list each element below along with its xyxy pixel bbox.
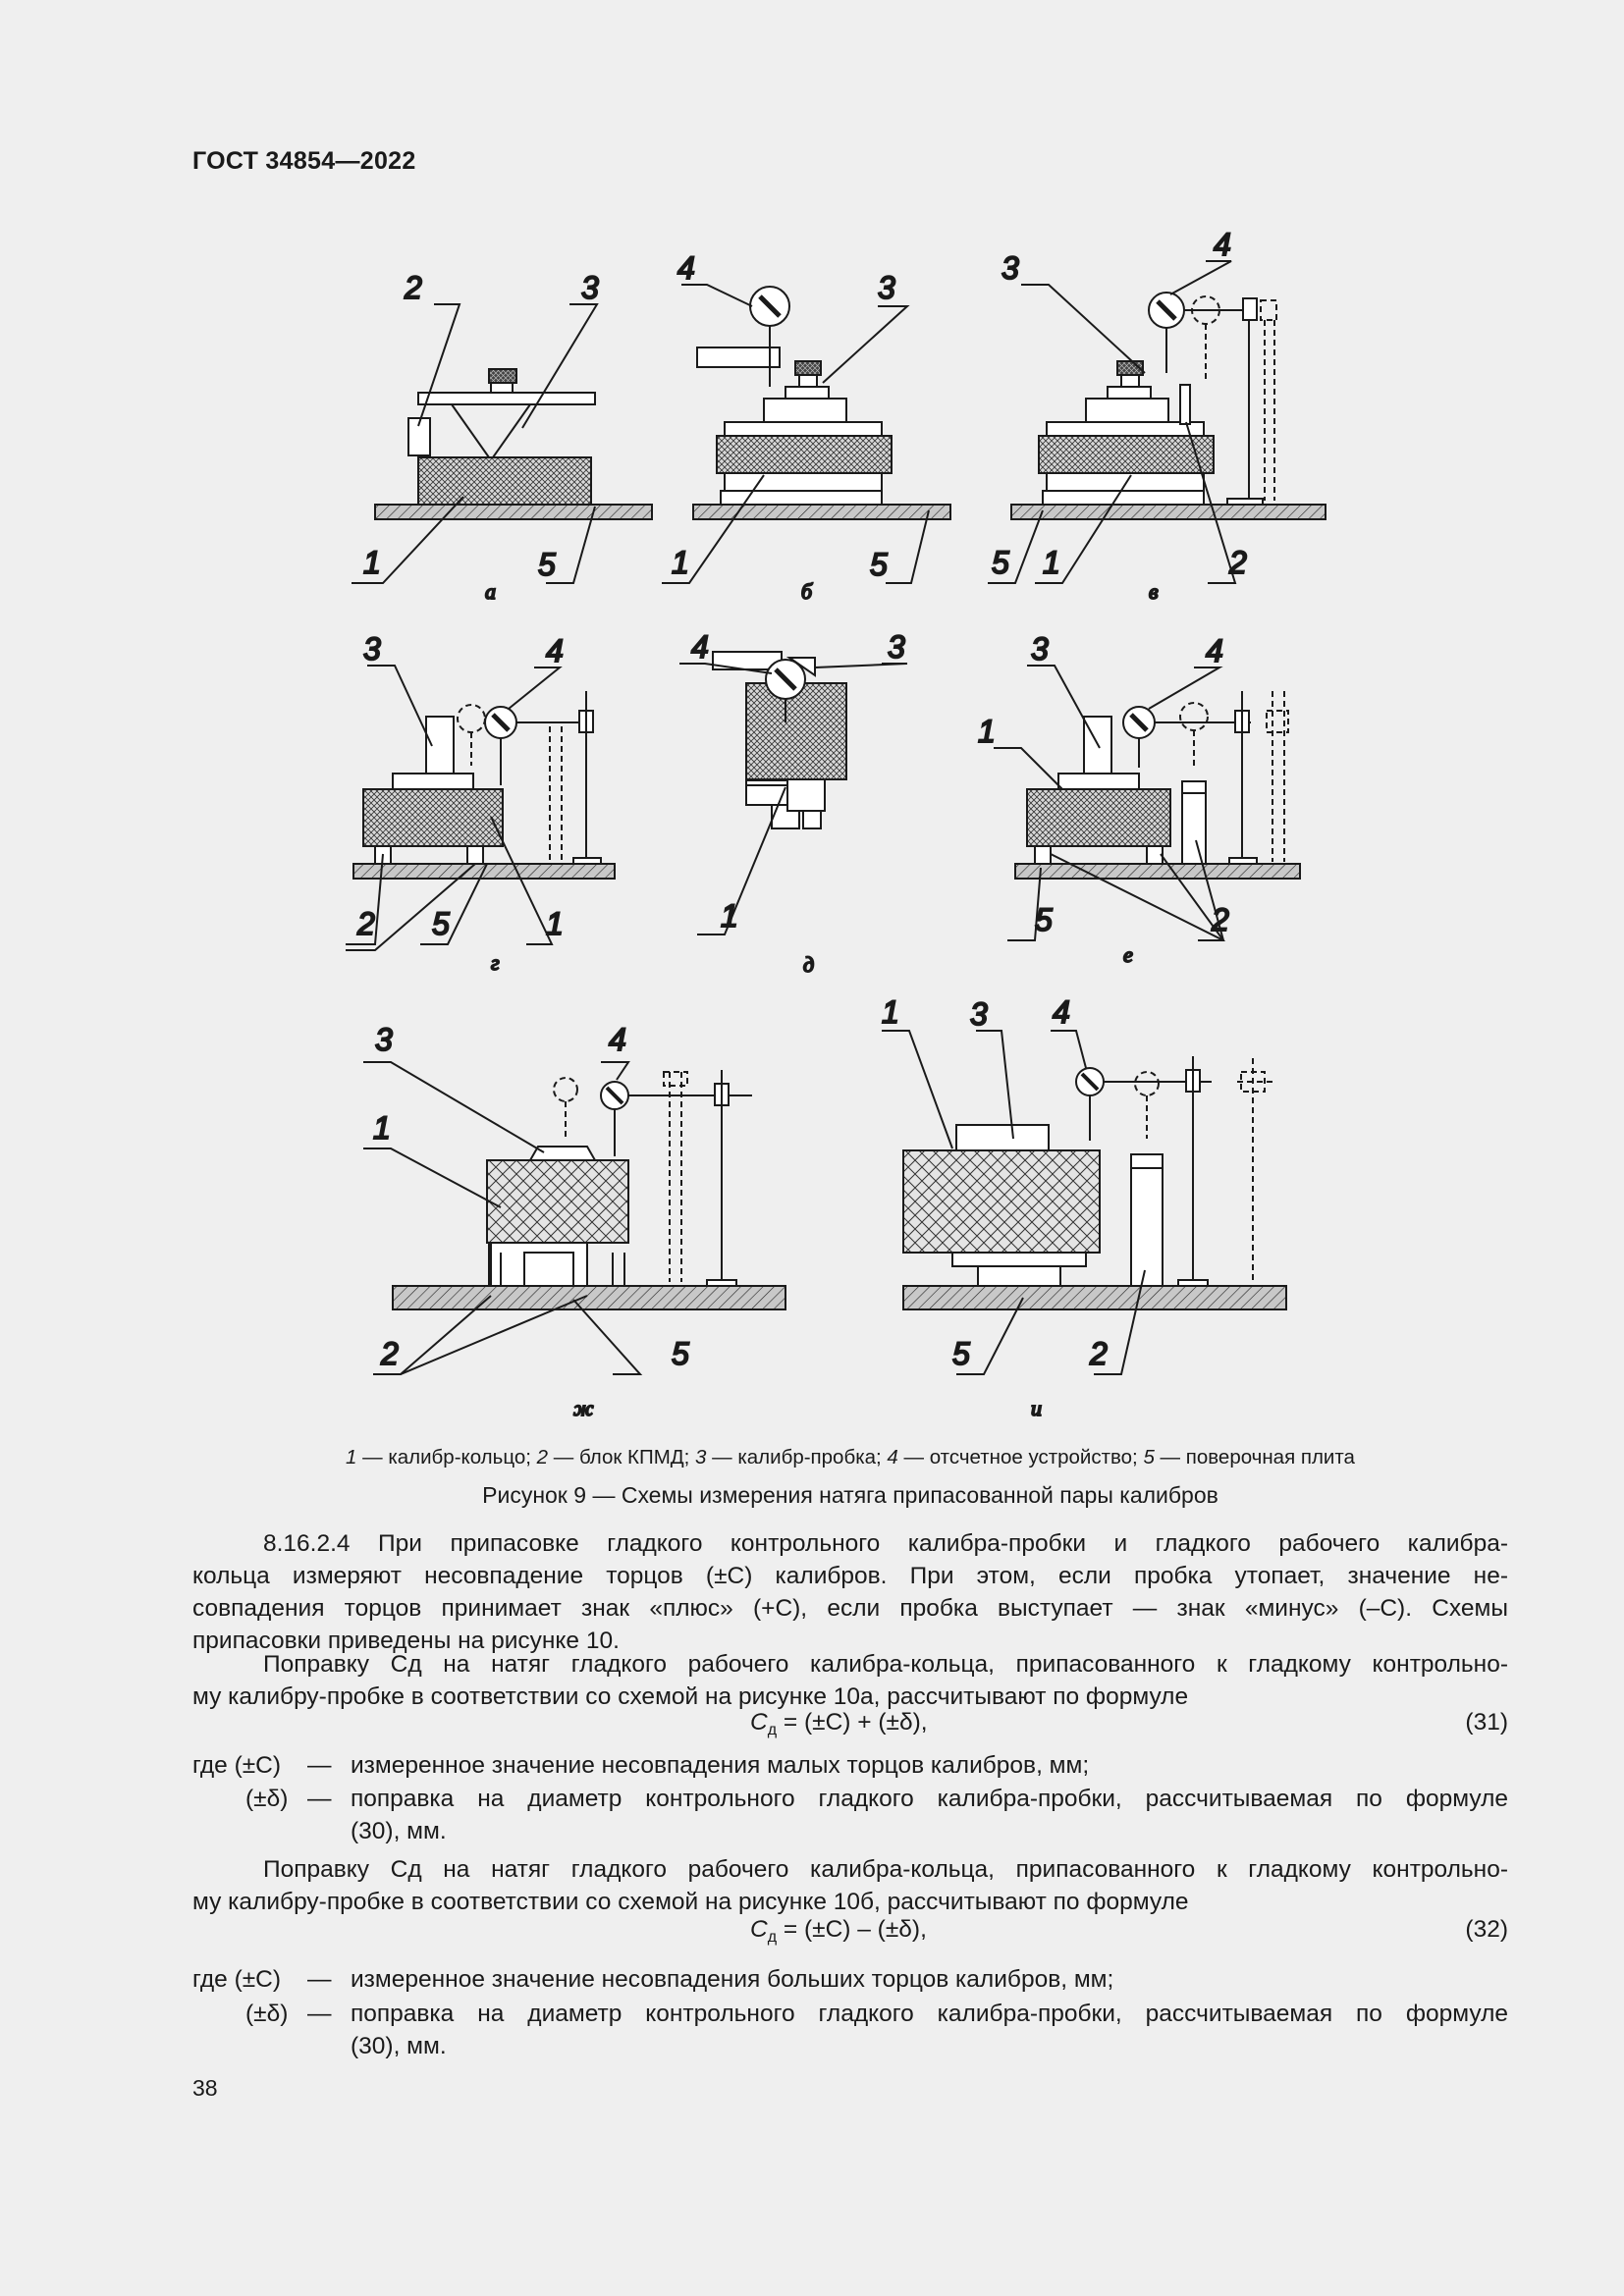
legend-text-3: — калибр-пробка;: [706, 1446, 888, 1468]
paragraph-8-16-2-4: [192, 1527, 1508, 1657]
legend-text-2: — блок КПМД;: [548, 1446, 696, 1468]
page-number: 38: [192, 2075, 218, 2101]
callout-3: 3: [581, 270, 599, 305]
where-2-dash-1: —: [307, 1966, 332, 1993]
formula-32-rhs: = (±C) – (±δ),: [777, 1916, 927, 1943]
figure-legend: [192, 1446, 1508, 1469]
para2-line-2: му калибру-пробке в соответствии со схемой на рисунке 10а, рассчитывают по формуле: [192, 1683, 1189, 1710]
sub-label-v: в: [1149, 579, 1159, 604]
where-1-label-1: где (±C): [192, 1752, 282, 1779]
callout-4: 4: [1206, 633, 1223, 668]
document-header: ГОСТ 34854—2022: [192, 147, 416, 175]
formula-32-sub: д: [767, 1929, 778, 1946]
legend-text-4: — отсчетное устройство;: [897, 1446, 1144, 1468]
where-1-dash-2: —: [307, 1786, 332, 1812]
callout-1: 1: [373, 1110, 391, 1146]
callout-5: 5: [992, 545, 1009, 580]
callout-1: 1: [1043, 545, 1060, 580]
para2-line-1: Поправку Cд на натяг гладкого рабочего калибра-кольца, припасованного к гладкому контрольно-: [263, 1651, 1508, 1678]
measurement-schemes-drawing: [324, 226, 1326, 1443]
sub-label-d: д: [803, 952, 815, 977]
callout-3: 3: [878, 270, 895, 305]
callout-5: 5: [538, 547, 556, 582]
callout-1: 1: [882, 994, 899, 1030]
formula-32-lhs: C: [750, 1916, 768, 1943]
where-2-desc-2a: поправка на диаметр контрольного гладкого калибра-пробки, рассчитываемая по формуле: [351, 2001, 1508, 2027]
callout-5: 5: [672, 1336, 689, 1371]
callout-5: 5: [432, 906, 450, 941]
formula-31-expression: [750, 1709, 928, 1739]
formula-31: [192, 1709, 1508, 1741]
where-1-row-1: [192, 1749, 1508, 1782]
where-2-row-2: [192, 1998, 1508, 2062]
scheme-e: [978, 631, 1300, 967]
paragraph-correction-b: [192, 1853, 1508, 1918]
para1-line-3: совпадения торцов принимает знак «плюс» (+C), если пробка выступает — знак «минус» (–C). Схемы: [192, 1595, 1508, 1622]
callout-3: 3: [1001, 250, 1019, 286]
para3-line-1: Поправку Cд на натяг гладкого рабочего калибра-кольца, припасованного к гладкому контрольно-: [263, 1856, 1508, 1883]
callout-4: 4: [546, 633, 564, 668]
callout-3: 3: [970, 996, 988, 1032]
callout-3: 3: [363, 631, 381, 667]
where-2-label-2: (±δ): [245, 2001, 289, 2027]
scheme-d: [679, 629, 907, 977]
where-1-desc-2b: (30), мм.: [351, 1818, 447, 1844]
sub-label-g: г: [491, 950, 500, 975]
formula-32: [192, 1916, 1508, 1949]
where-2-label-1: где (±C): [192, 1966, 282, 1993]
callout-1: 1: [978, 714, 996, 749]
legend-num-1: 1: [346, 1446, 357, 1468]
where-1-row-2: [192, 1783, 1508, 1847]
figure-caption: Рисунок 9 — Схемы измерения натяга припасованной пары калибров: [482, 1482, 1218, 1508]
para1-line-2: кольца измеряют несовпадение торцов (±C) калибров. При этом, если пробка утопает, значение не-: [192, 1563, 1508, 1589]
legend-text-1: — калибр-кольцо;: [356, 1446, 537, 1468]
callout-4: 4: [677, 250, 695, 286]
para1-line-4: припасовки приведены на рисунке 10.: [192, 1628, 620, 1654]
callout-4: 4: [1214, 227, 1231, 262]
sub-label-e: е: [1123, 942, 1133, 967]
formula-31-rhs: = (±C) + (±δ),: [777, 1709, 928, 1735]
legend-num-4: 4: [887, 1446, 898, 1468]
callout-2: 2: [405, 270, 422, 305]
legend-num-5: 5: [1143, 1446, 1155, 1468]
callout-5: 5: [1035, 902, 1053, 937]
sub-label-zh: ж: [573, 1396, 594, 1420]
callout-2: 2: [1212, 902, 1229, 937]
where-2-row-1: [192, 1963, 1508, 1996]
scheme-v: [988, 227, 1326, 604]
paragraph-correction-a: [192, 1648, 1508, 1713]
scheme-i: [882, 994, 1286, 1420]
formula-31-sub: д: [767, 1722, 778, 1738]
where-1-desc-1: измеренное значение несовпадения малых торцов калибров, мм;: [351, 1752, 1090, 1779]
formula-31-lhs: C: [750, 1709, 768, 1735]
callout-2: 2: [1229, 545, 1247, 580]
figure-9: [324, 226, 1326, 1443]
legend-text-5: — поверочная плита: [1154, 1446, 1355, 1468]
callout-1: 1: [363, 545, 381, 580]
callout-2: 2: [357, 906, 375, 941]
sub-label-a: а: [485, 579, 496, 604]
para3-line-2: му калибру-пробке в соответствии со схемой на рисунке 10б, рассчитывают по формуле: [192, 1889, 1189, 1915]
callout-4: 4: [691, 629, 709, 665]
formula-32-number: (32): [1465, 1916, 1508, 1943]
formula-31-number: (31): [1465, 1709, 1508, 1735]
callout-5: 5: [952, 1336, 970, 1371]
callout-4: 4: [609, 1022, 626, 1057]
legend-num-3: 3: [695, 1446, 707, 1468]
where-1-dash-1: —: [307, 1752, 332, 1779]
callout-4: 4: [1053, 994, 1070, 1030]
where-1-label-2: (±δ): [245, 1786, 289, 1812]
where-1-desc-2a: поправка на диаметр контрольного гладкого калибра-пробки, рассчитываемая по формуле: [351, 1786, 1508, 1812]
callout-1: 1: [721, 898, 738, 934]
callout-3: 3: [888, 629, 905, 665]
callout-1: 1: [672, 545, 689, 580]
legend-num-2: 2: [536, 1446, 549, 1468]
scheme-b: [662, 250, 950, 604]
where-2-desc-1: измеренное значение несовпадения больших торцов калибров, мм;: [351, 1966, 1114, 1993]
callout-3: 3: [1031, 631, 1049, 667]
callout-3: 3: [375, 1022, 393, 1057]
sub-label-b: б: [801, 579, 813, 604]
callout-1: 1: [546, 906, 564, 941]
formula-32-expression: [750, 1916, 927, 1947]
callout-2: 2: [381, 1336, 399, 1371]
sub-label-i: и: [1031, 1396, 1042, 1420]
scheme-a: [352, 270, 652, 604]
para1-line-1: 8.16.2.4 При припасовке гладкого контрольного калибра-пробки и гладкого рабочего калибра-: [263, 1530, 1508, 1557]
where-2-desc-2b: (30), мм.: [351, 2033, 447, 2059]
where-2-dash-2: —: [307, 2001, 332, 2027]
scheme-g: [346, 631, 615, 975]
callout-5: 5: [870, 547, 888, 582]
callout-2: 2: [1090, 1336, 1108, 1371]
